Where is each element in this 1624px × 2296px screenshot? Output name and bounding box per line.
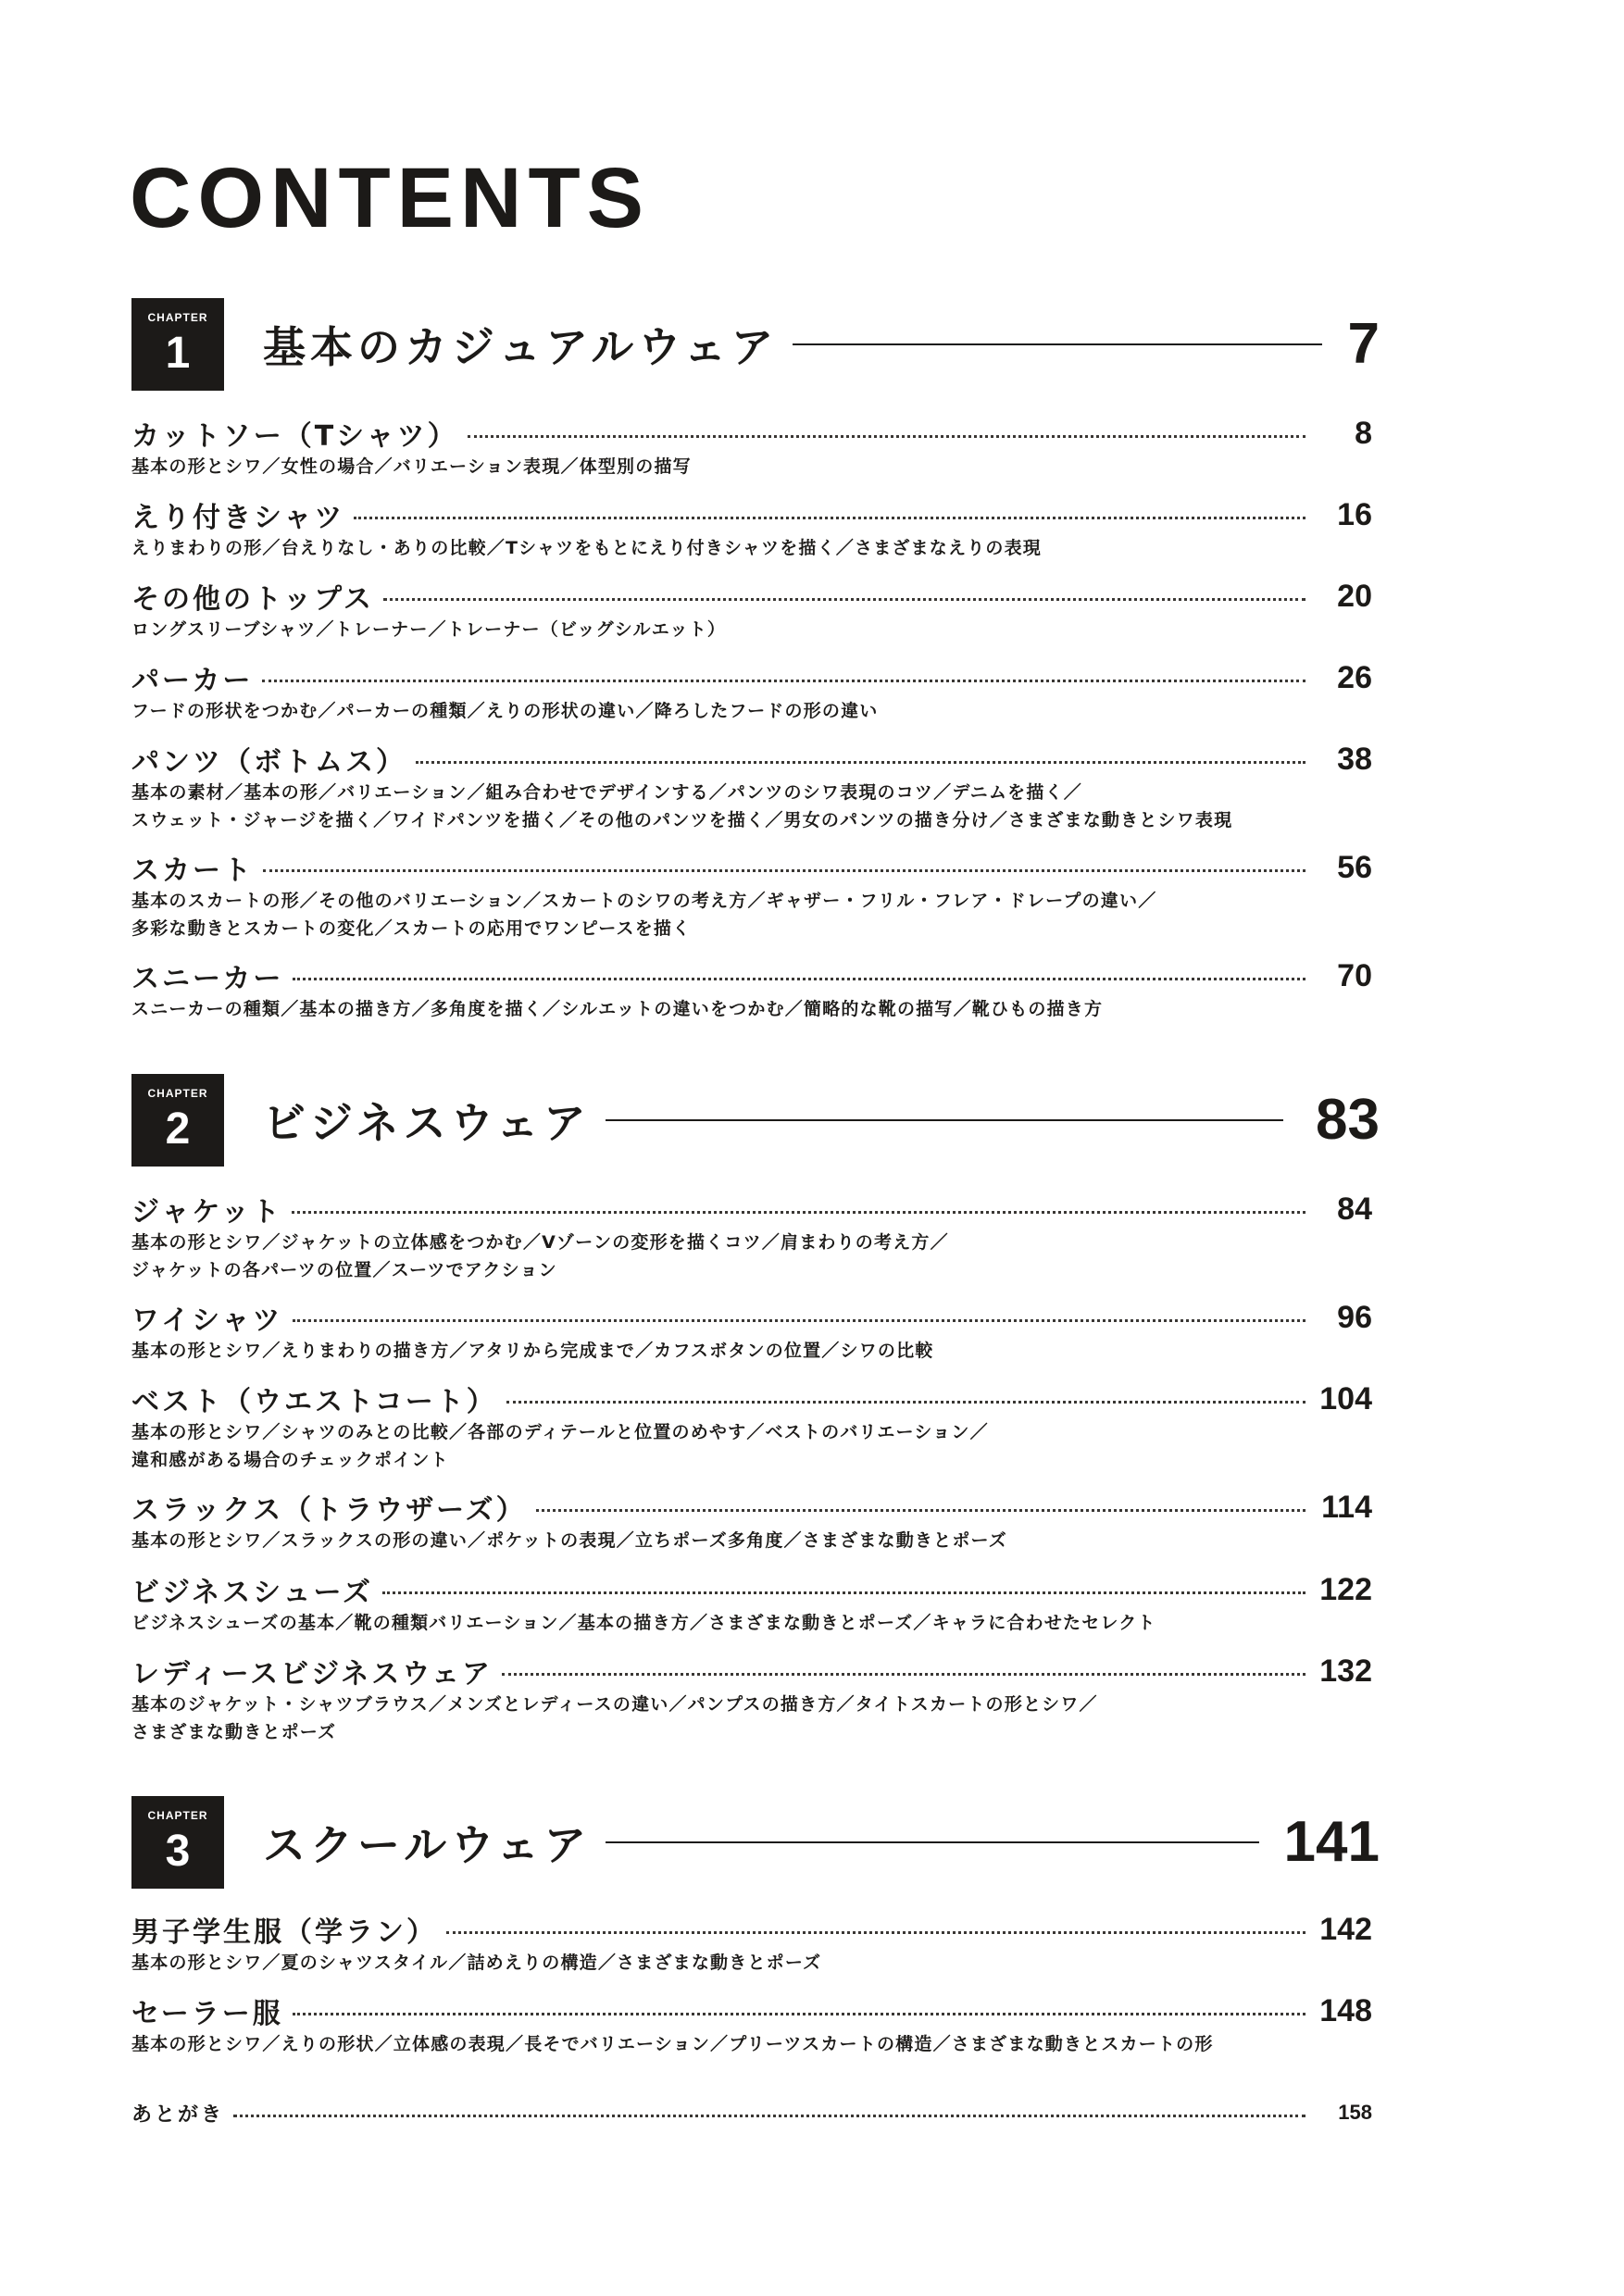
toc-entry[interactable] xyxy=(131,578,1372,643)
chapter-rule xyxy=(599,1841,1259,1843)
chapter-heading[interactable] xyxy=(0,298,1624,391)
entry-subtopics: 基本の形とシワ／夏のシャツスタイル／詰めえりの構造／さまざまな動きとポーズ xyxy=(131,1953,822,1973)
entry-page-number: 20 xyxy=(1337,578,1372,614)
toc-entry[interactable] xyxy=(131,496,1372,561)
entry-title: セーラー服 xyxy=(131,1998,283,2030)
chapter-label: CHAPTER xyxy=(147,1809,208,1822)
entry-heading xyxy=(131,496,1372,533)
toc-entry[interactable] xyxy=(131,1992,1372,2057)
entry-title: ワイシャツ xyxy=(131,1304,283,1337)
entry-heading xyxy=(131,659,1372,696)
entry-subtopics: 基本の形とシワ／えりまわりの描き方／アタリから完成まで／カフスボタンの位置／シワの比較 xyxy=(131,1341,934,1361)
toc-entry[interactable] xyxy=(131,741,1372,833)
chapter-label: CHAPTER xyxy=(147,311,208,324)
afterword-page-number: 158 xyxy=(1338,2101,1372,2124)
entry-heading xyxy=(131,578,1372,615)
entry-subtopics: さまざまな動きとポーズ xyxy=(131,1722,337,1742)
entry-page-number: 132 xyxy=(1319,1653,1372,1689)
dot-leader xyxy=(262,680,1305,682)
chapter-rule xyxy=(599,1119,1283,1121)
chapter-heading[interactable] xyxy=(0,1796,1624,1889)
dot-leader xyxy=(292,1211,1305,1214)
entry-heading xyxy=(131,1992,1372,2029)
dot-leader xyxy=(293,978,1305,980)
entry-heading xyxy=(131,849,1372,886)
entry-heading xyxy=(131,1653,1372,1690)
afterword-title: あとがき xyxy=(131,2103,225,2127)
entry-subtopics: 基本の形とシワ／シャツのみとの比較／各部のディテールと位置のめやす／ベストのバリエーション／ xyxy=(131,1422,989,1442)
entry-title: その他のトップス xyxy=(131,583,374,616)
entry-subtopics: 基本の形とシワ／女性の場合／バリエーション表現／体型別の描写 xyxy=(131,456,692,477)
entry-heading xyxy=(131,1911,1372,1948)
dot-leader xyxy=(446,1931,1305,1934)
dot-leader xyxy=(263,869,1305,872)
page-title: CONTENTS xyxy=(130,151,650,245)
dot-leader xyxy=(382,1591,1305,1594)
entry-heading xyxy=(131,1489,1372,1526)
dot-leader xyxy=(293,1319,1306,1322)
chapter-label: CHAPTER xyxy=(147,1087,208,1100)
dot-leader xyxy=(383,598,1305,601)
toc-entry[interactable] xyxy=(131,957,1372,1022)
chapter-title: ビジネスウェア xyxy=(263,1090,606,1151)
entry-subtopics: フードの形状をつかむ／パーカーの種類／えりの形状の違い／降ろしたフードの形の違い xyxy=(131,701,879,721)
entry-page-number: 122 xyxy=(1319,1571,1372,1607)
chapter-heading[interactable] xyxy=(0,1074,1624,1167)
entry-page-number: 104 xyxy=(1319,1380,1372,1416)
entry-title: パンツ（ボトムス） xyxy=(131,746,406,779)
entry-subtopics: 基本の形とシワ／スラックスの形の違い／ポケットの表現／立ちポーズ多角度／さまざまな動きとポーズ xyxy=(131,1530,1007,1551)
dot-leader xyxy=(536,1509,1305,1512)
dot-leader xyxy=(233,2115,1305,2117)
entry-subtopics: 基本の形とシワ／えりの形状／立体感の表現／長そでバリエーション／プリーツスカートの構造／さまざまな動きとスカートの形 xyxy=(131,2034,1214,2054)
entry-subtopics: 基本のスカートの形／その他のバリエーション／スカートのシワの考え方／ギャザー・フリル・フレア・ドレープの違い／ xyxy=(131,891,1157,911)
entry-subtopics: 基本の素材／基本の形／バリエーション／組み合わせでデザインする／パンツのシワ表現のコツ／デニムを描く／ xyxy=(131,782,1082,803)
entry-title: 男子学生服（学ラン） xyxy=(131,1916,437,1949)
entry-title: ジャケット xyxy=(131,1196,282,1229)
toc-entry[interactable] xyxy=(131,1571,1372,1636)
toc-entry[interactable] xyxy=(131,1653,1372,1745)
chapter-title: 基本のカジュアルウェア xyxy=(263,314,793,375)
chapter-title: スクールウェア xyxy=(263,1812,606,1873)
entry-page-number: 148 xyxy=(1319,1992,1372,2028)
entry-heading xyxy=(131,1571,1372,1608)
entry-subtopics: 基本のジャケット・シャツブラウス／メンズとレディースの違い／パンプスの描き方／タイトスカートの形とシワ／ xyxy=(131,1694,1098,1715)
chapter-page-number: 7 xyxy=(1347,312,1380,376)
entry-subtopics: スウェット・ジャージを描く／ワイドパンツを描く／その他のパンツを描く／男女のパンツの描き分け／さまざまな動きとシワ表現 xyxy=(131,810,1233,830)
entry-subtopics: ビジネスシューズの基本／靴の種類バリエーション／基本の描き方／さまざまな動きとポーズ／キャラに合わせたセレクト xyxy=(131,1613,1156,1633)
toc-entry[interactable] xyxy=(131,1191,1372,1283)
entry-title: スカート xyxy=(131,855,254,887)
entry-title: えり付きシャツ xyxy=(131,502,345,534)
entry-title: スニーカー xyxy=(131,963,284,995)
entry-subtopics: ロングスリーブシャツ／トレーナー／トレーナー（ビッグシルエット） xyxy=(131,619,727,640)
entry-page-number: 84 xyxy=(1337,1191,1372,1227)
entry-subtopics: ジャケットの各パーツの位置／スーツでアクション xyxy=(131,1260,557,1280)
entry-subtopics: えりまわりの形／台えりなし・ありの比較／Tシャツをもとにえり付きシャツを描く／さまざまなえりの表現 xyxy=(131,538,1043,558)
entry-subtopics: スニーカーの種類／基本の描き方／多角度を描く／シルエットの違いをつかむ／簡略的な靴の描写／靴ひもの描き方 xyxy=(131,999,1104,1019)
toc-entry[interactable] xyxy=(131,1911,1372,1976)
entry-page-number: 16 xyxy=(1337,496,1372,532)
entry-page-number: 56 xyxy=(1337,849,1372,885)
entry-heading xyxy=(131,415,1372,452)
entry-page-number: 38 xyxy=(1337,741,1372,777)
entry-title: ビジネスシューズ xyxy=(131,1577,373,1609)
dot-leader xyxy=(416,761,1305,764)
entry-heading xyxy=(131,957,1372,994)
dot-leader xyxy=(502,1673,1305,1676)
entry-title: パーカー xyxy=(131,665,254,697)
toc-entry[interactable] xyxy=(131,1299,1372,1364)
dot-leader xyxy=(506,1401,1305,1404)
dot-leader xyxy=(468,435,1305,438)
chapter-badge xyxy=(131,298,224,391)
entry-title: スラックス（トラウザーズ） xyxy=(131,1494,527,1527)
entry-heading xyxy=(131,1191,1372,1228)
toc-entry[interactable] xyxy=(131,1489,1372,1554)
entry-heading xyxy=(131,1380,1372,1417)
afterword-entry[interactable] xyxy=(131,2096,1372,2129)
entry-title: レディースビジネスウェア xyxy=(131,1658,493,1691)
toc-entry[interactable] xyxy=(131,849,1372,942)
entry-heading xyxy=(131,741,1372,778)
entry-page-number: 70 xyxy=(1337,957,1372,993)
chapter-badge xyxy=(131,1074,224,1167)
chapter-number: 1 xyxy=(165,329,191,378)
toc-entry[interactable] xyxy=(131,415,1372,480)
entry-page-number: 114 xyxy=(1321,1489,1372,1525)
entry-page-number: 26 xyxy=(1337,659,1372,695)
chapter-badge xyxy=(131,1796,224,1889)
entry-title: カットソー（Tシャツ） xyxy=(131,420,458,453)
chapter-number: 2 xyxy=(165,1104,191,1154)
chapter-page-number: 141 xyxy=(1283,1810,1380,1874)
dot-leader xyxy=(354,517,1305,519)
chapter-page-number: 83 xyxy=(1316,1088,1380,1152)
dot-leader xyxy=(293,2013,1305,2015)
entry-page-number: 96 xyxy=(1337,1299,1372,1335)
entry-heading xyxy=(131,1299,1372,1336)
toc-entry[interactable] xyxy=(131,1380,1372,1473)
entry-page-number: 142 xyxy=(1319,1911,1372,1947)
entry-subtopics: 違和感がある場合のチェックポイント xyxy=(131,1450,449,1470)
chapter-number: 3 xyxy=(165,1827,191,1876)
toc-entry[interactable] xyxy=(131,659,1372,724)
entry-subtopics: 基本の形とシワ／ジャケットの立体感をつかむ／Vゾーンの変形を描くコツ／肩まわりの考え方／ xyxy=(131,1232,949,1253)
entry-title: ベスト（ウエストコート） xyxy=(131,1386,497,1418)
entry-page-number: 8 xyxy=(1355,415,1372,451)
entry-subtopics: 多彩な動きとスカートの変化／スカートの応用でワンピースを描く xyxy=(131,918,692,939)
chapter-rule xyxy=(792,343,1322,345)
